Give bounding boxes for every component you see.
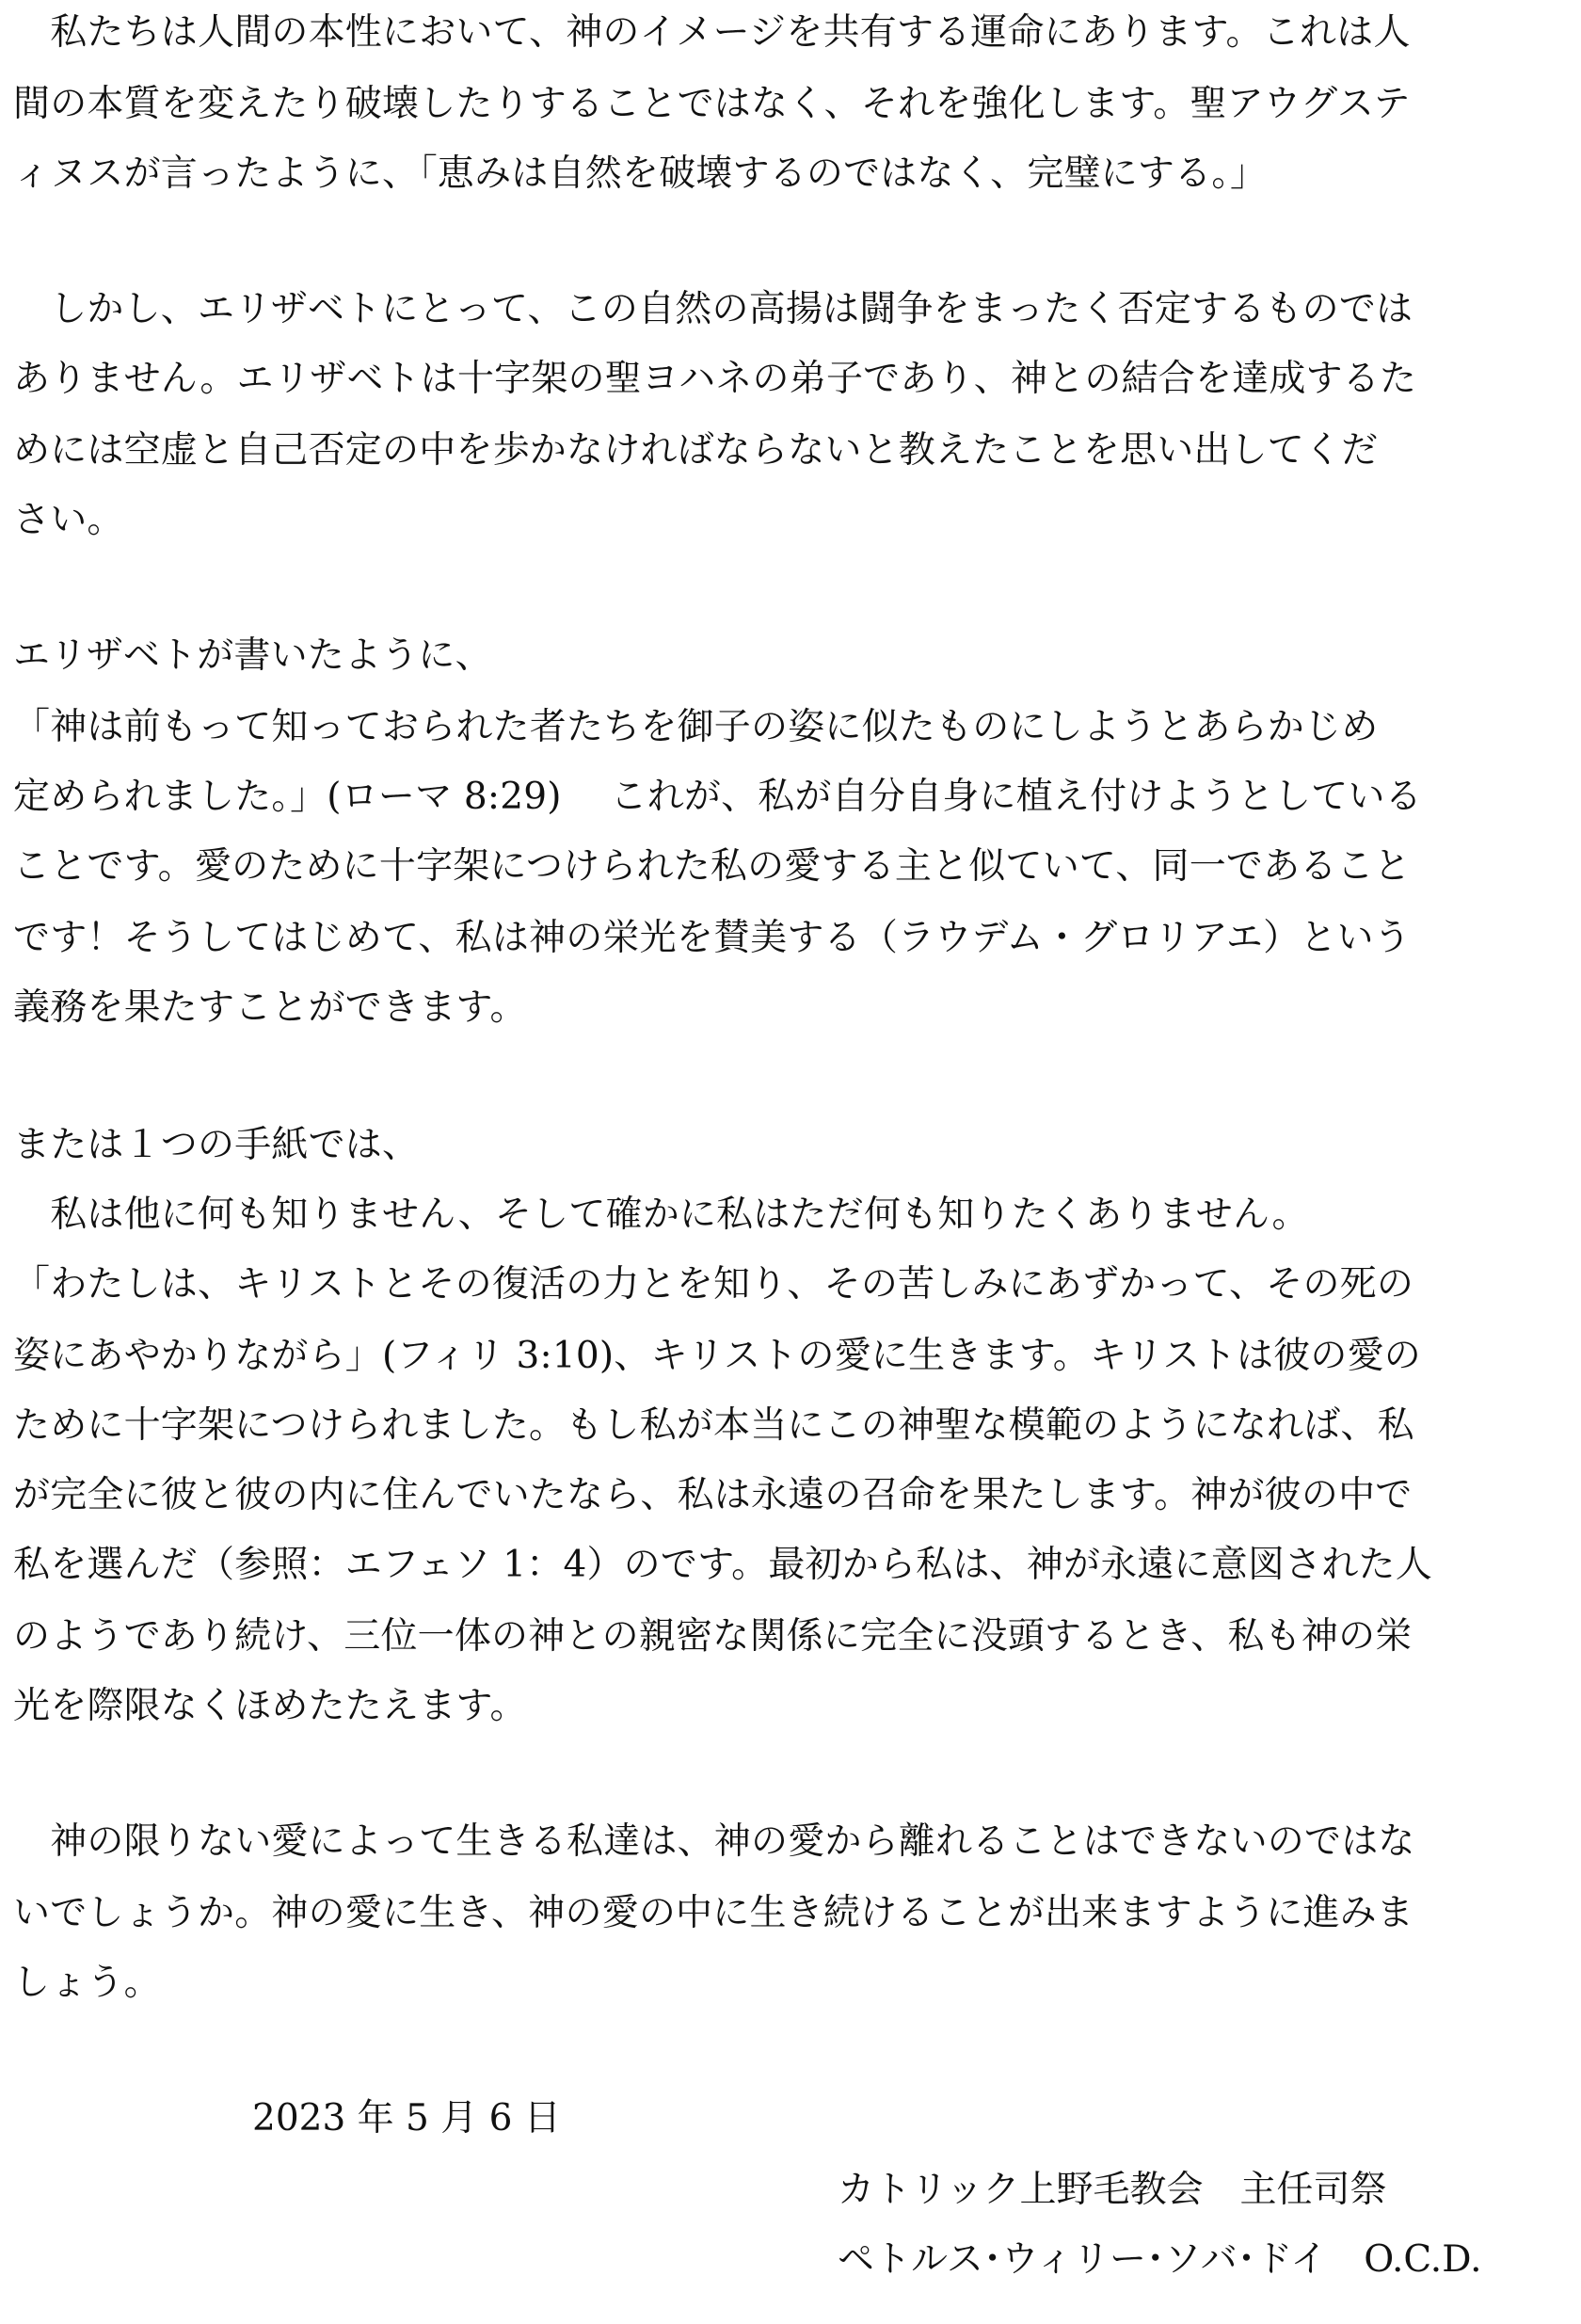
text-line: 私を選んだ（参照：エフェソ 1：4）のです。最初から私は、神が永遠に意図された人 [13, 1544, 1432, 1586]
text-line: 私は他に何も知りません、そして確かに私はただ何も知りたくありません。 [13, 1194, 1309, 1236]
text-line: エリザベトが書いたように、 [13, 634, 492, 677]
text-line: のようであり続け、三位一体の神との親密な関係に完全に没頭するとき、私も神の栄 [13, 1615, 1413, 1658]
text-line: しかし、エリザベトにとって、この自然の高揚は闘争をまったく否定するものでは [13, 288, 1413, 330]
text-line: が完全に彼と彼の内に住んでいたなら、私は永遠の召命を果たします。神が彼の中で [13, 1474, 1413, 1516]
text-line: 姿にあやかりながら」(フィリ 3:10)、キリストの愛に生きます。キリストは彼の愛の [13, 1335, 1422, 1377]
text-line: 間の本質を変えたり破壊したりすることではなく、それを強化します。聖アウグステ [13, 83, 1411, 125]
text-line: さい。 [13, 499, 124, 541]
signature-name: ペトルス･ウィリー･ソバ･ドイ O.C.D. [838, 2238, 1482, 2281]
text-line: しょう。 [13, 1962, 161, 2004]
text-line: 義務を果たすことができます。 [13, 986, 527, 1029]
text-line: 光を際限なくほめたたえます。 [13, 1685, 527, 1727]
text-line: 私たちは人間の本性において、神のイメージを共有する運命にあります。これは人 [13, 11, 1411, 54]
signature-church: カトリック上野毛教会 主任司祭 [838, 2169, 1387, 2211]
text-line: ありません。エリザベトは十字架の聖ヨハネの弟子であり、神との結合を達成するた [13, 358, 1417, 400]
text-line: 神の限りない愛によって生きる私達は、神の愛から離れることはできないのではな [13, 1820, 1415, 1863]
text-line: または１つの手紙では、 [13, 1124, 420, 1166]
text-line: ために十字架につけられました。もし私が本当にこの神聖な模範のようになれば、私 [13, 1404, 1414, 1447]
text-line: いでしょうか。神の愛に生き、神の愛の中に生き続けることが出来ますように進みま [13, 1892, 1414, 1934]
text-line: ことです。愛のために十字架につけられた私の愛する主と似ていて、同一であること [13, 845, 1411, 888]
text-line: 「神は前もって知っておられた者たちを御子の姿に似たものにしようとあらかじめ [13, 706, 1379, 748]
document-date: 2023 年 5 月 6 日 [252, 2097, 561, 2140]
text-line: ィヌスが言ったように、「恵みは自然を破壊するのではなく、完璧にする。」 [13, 152, 1268, 195]
text-line: です！そうしてはじめて、私は神の栄光を賛美する（ラウデム・グロリアエ）という [13, 917, 1411, 959]
text-line: 定められました。」(ローマ 8:29) これが、私が自分自身に植え付けようとしている [13, 776, 1422, 818]
text-line: めには空虚と自己否定の中を歩かなければならないと教えたことを思い出してくだ [13, 429, 1379, 472]
text-line: 「わたしは、キリストとその復活の力とを知り、その苦しみにあずかって、その死の [13, 1263, 1414, 1306]
